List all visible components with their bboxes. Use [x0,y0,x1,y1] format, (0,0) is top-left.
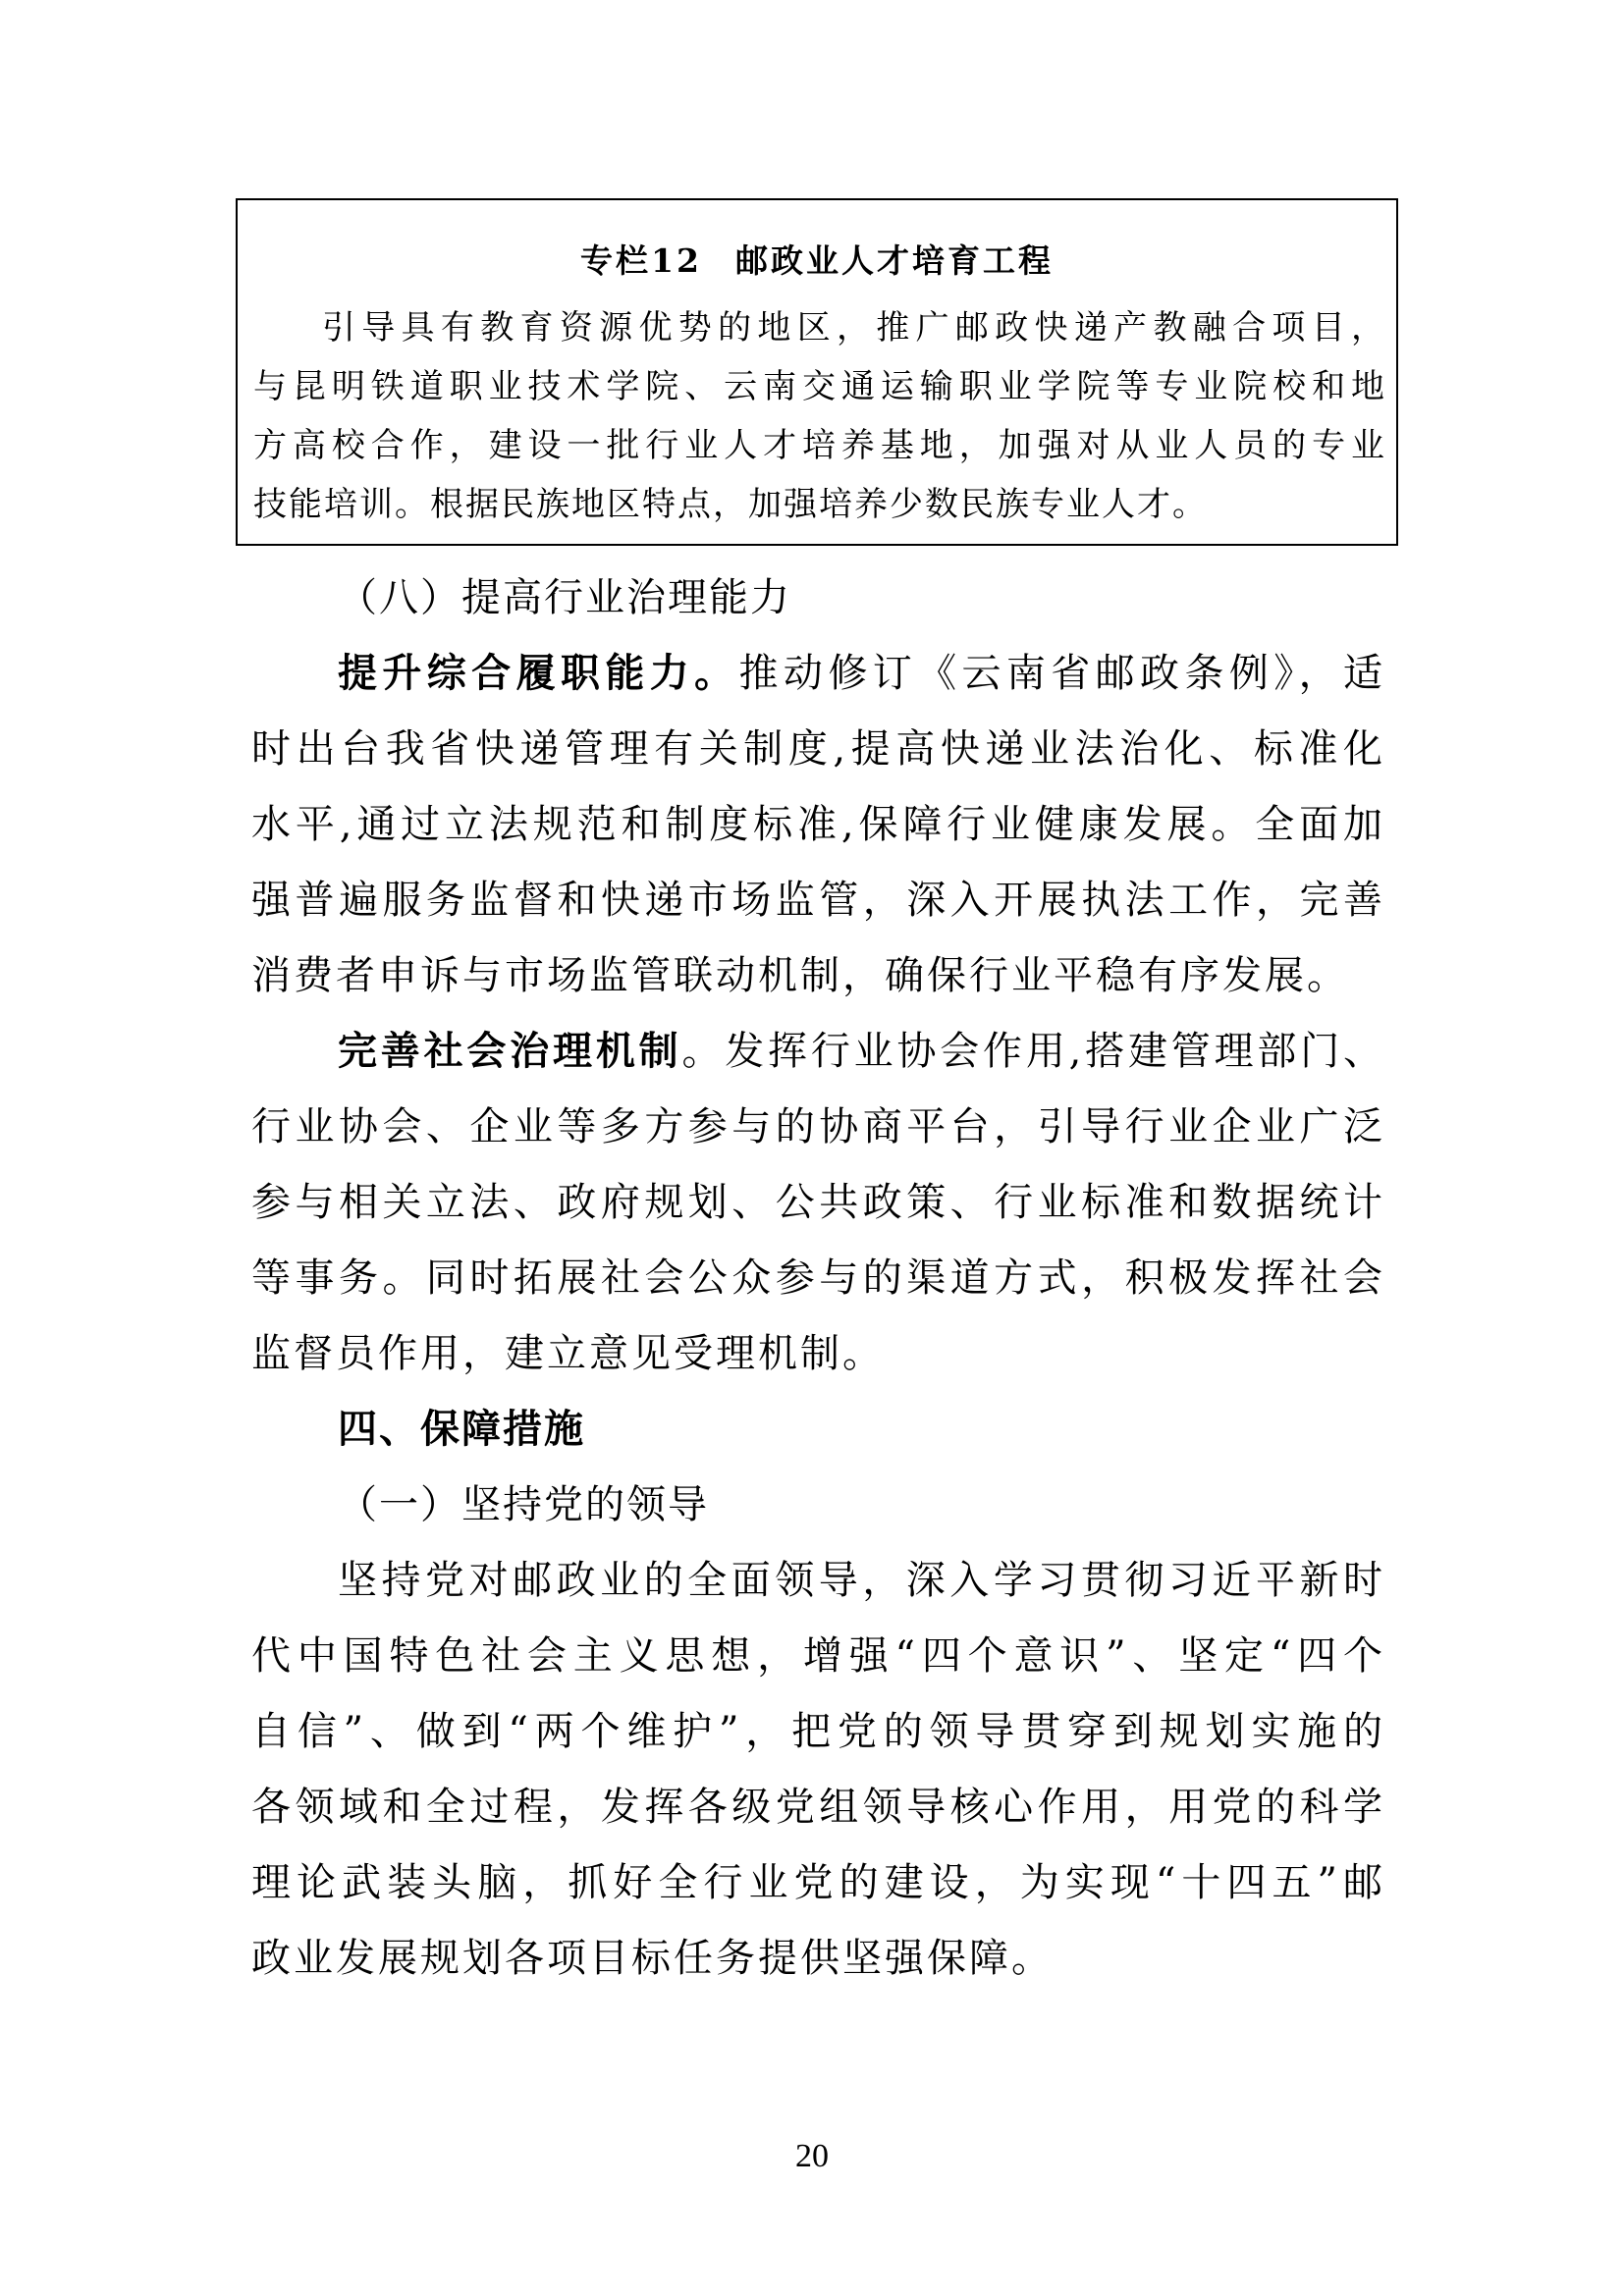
column-box-title [238,236,1396,282]
paragraph-line: 监督员作用，建立意见受理机制。 [251,1331,885,1376]
paragraph-line [251,636,1382,711]
paragraph-line: 坚持党对邮政业的全面领导，深入学习贯彻习近平新时 [338,1558,1382,1603]
page-number: 20 [795,2138,829,2174]
paragraph-line: 自信”、做到“两个维护”，把党的领导贯穿到规划实施的 [251,1709,1382,1754]
paragraph-line: 消费者申诉与市场监管联动机制，确保行业平稳有序发展。 [251,953,1349,998]
part-heading: 四、保障措施 [338,1406,585,1452]
paragraph-line: 代中国特色社会主义思想，增强“四个意识”、坚定“四个 [251,1633,1382,1679]
paragraph-line: 水平,通过立法规范和制度标准,保障行业健康发展。全面加 [251,802,1382,847]
column-box-line: 方高校合作，建设一批行业人才培养基地，加强对从业人员的专业 [253,426,1384,465]
column-box-line: 引导具有教育资源优势的地区，推广邮政快递产教融合项目， [322,308,1384,347]
column-box-title-text: 邮政业人才培育工程 [734,241,1054,280]
paragraph-line: 各领域和全过程，发挥各级党组领导核心作用，用党的科学 [251,1785,1382,1830]
column-box-line: 与昆明铁道职业技术学院、云南交通运输职业学院等专业院校和地 [253,367,1384,406]
paragraph-text: 推动修订《云南省邮政条例》，适 [738,651,1383,696]
column-box [236,198,1398,546]
column-box-line: 技能培训。根据民族地区特点，加强培养少数民族专业人才。 [253,485,1208,524]
paragraph-line: 强普遍服务监督和快递市场监管，深入开展执法工作，完善 [251,878,1382,923]
column-box-label: 专栏12 [580,241,702,280]
paragraph-lead: 提升综合履职能力。 [338,650,739,696]
paragraph-line: 行业协会、企业等多方参与的协商平台，引导行业企业广泛 [251,1104,1382,1149]
paragraph-line: 时出台我省快递管理有关制度,提高快递业法治化、标准化 [251,726,1382,772]
paragraph-line: 理论武装头脑，抓好全行业党的建设，为实现“十四五”邮 [251,1860,1382,1905]
section-heading: （八）提高行业治理能力 [338,575,791,620]
subsection-heading: （一）坚持党的领导 [338,1482,709,1527]
paragraph-line: 等事务。同时拓展社会公众参与的渠道方式，积极发挥社会 [251,1255,1382,1301]
paragraph-line: 政业发展规划各项目标任务提供坚强保障。 [251,1936,1054,1981]
paragraph-lead: 完善社会治理机制 [338,1028,682,1074]
paragraph-text: 。发挥行业协会作用,搭建管理部门、 [681,1029,1383,1074]
paragraph-line: 参与相关立法、政府规划、公共政策、行业标准和数据统计 [251,1180,1382,1225]
paragraph-line [251,1014,1382,1089]
